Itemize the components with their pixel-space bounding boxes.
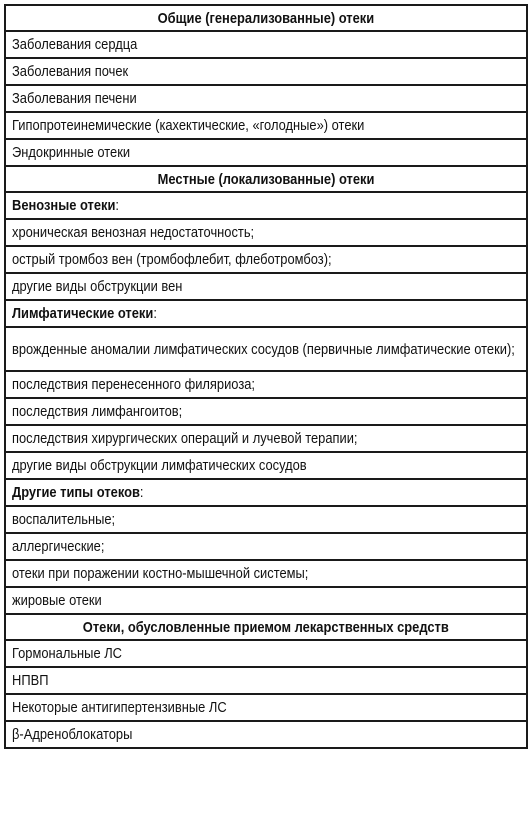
table-row xyxy=(5,31,527,58)
subsection-other xyxy=(5,479,527,506)
subsection-venous-title-text: Венозные отеки xyxy=(12,197,116,214)
subsection-other-title xyxy=(12,484,144,501)
edema-classification-table xyxy=(4,4,528,749)
lymphatic-item: врожденные аномалии лимфатических сосудов (первичные лимфатические отеки); xyxy=(12,340,515,358)
table-row xyxy=(5,721,527,748)
table-row xyxy=(5,273,527,300)
subsection-row xyxy=(5,300,527,327)
table-cell xyxy=(5,246,527,273)
table-row xyxy=(5,694,527,721)
table-row xyxy=(5,58,527,85)
table-row xyxy=(5,112,527,139)
table-cell xyxy=(5,640,527,667)
section-header-row xyxy=(5,5,527,31)
general-item: Заболевания почек xyxy=(12,63,129,80)
table-row xyxy=(5,85,527,112)
lymphatic-item: последствия перенесенного филяриоза; xyxy=(12,376,255,393)
table-row xyxy=(5,640,527,667)
drug-item: Гормональные ЛС xyxy=(12,645,122,662)
table-cell xyxy=(5,721,527,748)
table-row xyxy=(5,587,527,614)
section-header-local xyxy=(5,166,527,192)
drug-item: β-Адреноблокаторы xyxy=(12,726,133,743)
table-cell xyxy=(5,560,527,587)
other-item: жировые отеки xyxy=(12,592,102,609)
drug-item: Некоторые антигипертензивные ЛС xyxy=(12,699,227,716)
subsection-lymphatic-title xyxy=(12,305,157,322)
table-cell xyxy=(5,219,527,246)
table-row xyxy=(5,425,527,452)
table-cell xyxy=(5,694,527,721)
table-row xyxy=(5,139,527,166)
subsection-row xyxy=(5,479,527,506)
general-item: Гипопротеинемические (кахектические, «голодные») отеки xyxy=(12,117,365,134)
lymphatic-item: другие виды обструкции лимфатических сосудов xyxy=(12,457,307,474)
section-header-general xyxy=(5,5,527,31)
subsection-other-title-text: Другие типы отеков xyxy=(12,484,140,501)
table-row xyxy=(5,327,527,371)
table-row xyxy=(5,560,527,587)
table-row xyxy=(5,219,527,246)
subsection-venous-title xyxy=(12,197,119,214)
table-row xyxy=(5,533,527,560)
table-cell xyxy=(5,587,527,614)
section-header-drugs-text: Отеки, обусловленные приемом лекарственных средств xyxy=(82,618,449,636)
table-row xyxy=(5,398,527,425)
subsection-lymphatic xyxy=(5,300,527,327)
general-item: Заболевания печени xyxy=(12,90,137,107)
edema-classification-table-wrapper xyxy=(4,4,528,749)
subsection-colon: : xyxy=(115,197,120,214)
table-row xyxy=(5,452,527,479)
table-row xyxy=(5,506,527,533)
other-item: воспалительные; xyxy=(12,511,116,528)
subsection-lymphatic-title-text: Лимфатические отеки xyxy=(12,305,154,322)
venous-item: хроническая венозная недостаточность; xyxy=(12,224,255,241)
table-cell xyxy=(5,58,527,85)
table-cell xyxy=(5,85,527,112)
subsection-colon: : xyxy=(139,484,144,501)
venous-item: острый тромбоз вен (тромбофлебит, флеботромбоз); xyxy=(12,251,332,268)
table-cell xyxy=(5,452,527,479)
table-cell xyxy=(5,667,527,694)
section-header-row xyxy=(5,166,527,192)
table-row xyxy=(5,667,527,694)
table-cell xyxy=(5,533,527,560)
section-header-local-text: Местные (локализованные) отеки xyxy=(157,170,375,188)
table-cell xyxy=(5,398,527,425)
general-item: Эндокринные отеки xyxy=(12,144,131,161)
section-header-row xyxy=(5,614,527,640)
lymphatic-item: последствия хирургических операций и лучевой терапии; xyxy=(12,430,358,447)
table-cell xyxy=(5,112,527,139)
table-cell xyxy=(5,31,527,58)
table-row xyxy=(5,371,527,398)
venous-item: другие виды обструкции вен xyxy=(12,278,183,295)
section-header-drugs xyxy=(5,614,527,640)
table-cell xyxy=(5,139,527,166)
general-item: Заболевания сердца xyxy=(12,36,138,53)
other-item: отеки при поражении костно-мышечной системы; xyxy=(12,565,309,582)
section-header-general-text: Общие (генерализованные) отеки xyxy=(157,9,375,27)
subsection-colon: : xyxy=(153,305,157,322)
table-cell xyxy=(5,327,527,371)
subsection-row xyxy=(5,192,527,219)
subsection-venous xyxy=(5,192,527,219)
table-cell xyxy=(5,506,527,533)
table-cell xyxy=(5,273,527,300)
drug-item: НПВП xyxy=(12,672,49,689)
table-cell xyxy=(5,425,527,452)
table-cell xyxy=(5,371,527,398)
table-row xyxy=(5,246,527,273)
other-item: аллергические; xyxy=(12,538,105,555)
lymphatic-item: последствия лимфангоитов; xyxy=(12,403,183,420)
